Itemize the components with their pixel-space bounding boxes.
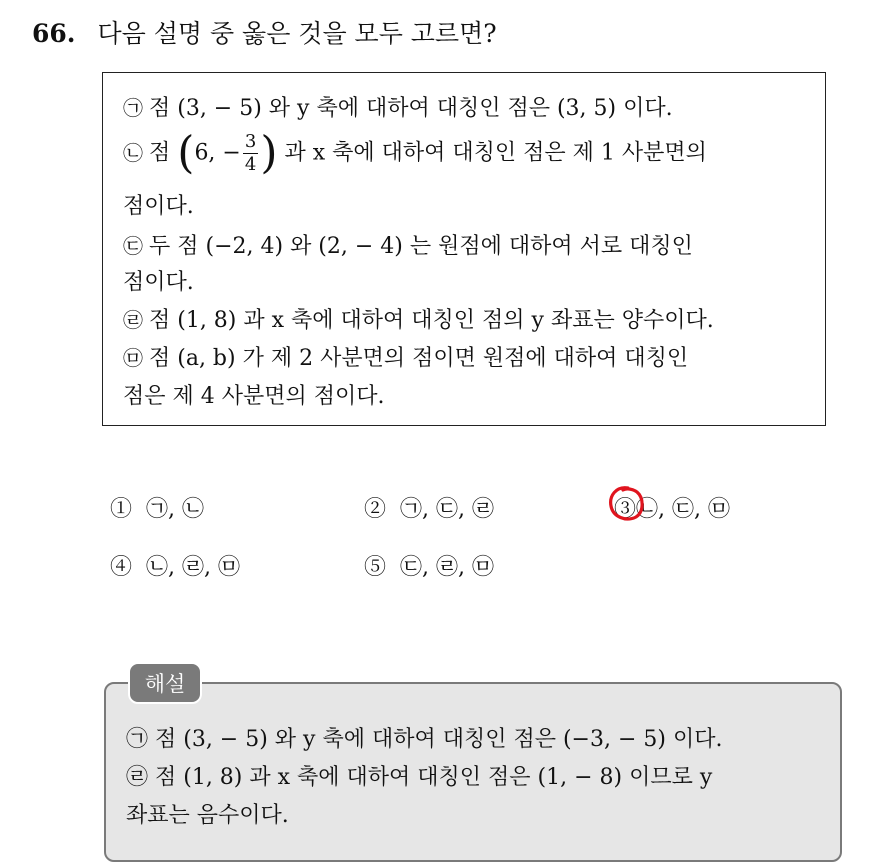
option-number: ⑤ bbox=[364, 555, 387, 580]
statements-box bbox=[102, 72, 826, 426]
statement-marker: ㉣ bbox=[123, 308, 143, 332]
option-text: ㉡, ㉢, ㉤ bbox=[636, 497, 730, 522]
statement-3-cont: 점이다. bbox=[123, 270, 194, 295]
statement-5 bbox=[123, 341, 688, 372]
option-1[interactable] bbox=[110, 492, 204, 523]
left-paren: ( bbox=[177, 127, 195, 179]
statement-text-pre: 점 bbox=[149, 140, 171, 166]
right-paren: ) bbox=[260, 127, 278, 179]
statement-text: 점 (a, b) 가 제 2 사분면의 점이면 원점에 대하여 대칭인 bbox=[149, 346, 689, 371]
option-5[interactable] bbox=[364, 550, 494, 581]
statement-marker: ㉤ bbox=[123, 346, 143, 370]
statement-marker: ㉠ bbox=[123, 96, 143, 120]
fraction-numerator: 3 bbox=[244, 131, 257, 152]
solution-line-1: ㉠ 점 (3, − 5) 와 y 축에 대하여 대칭인 점은 (−3, − 5) 이다. bbox=[126, 727, 723, 752]
statement-2-cont: 점이다. bbox=[123, 194, 194, 219]
statement-marker: ㉢ bbox=[123, 234, 143, 258]
option-text: ㉡, ㉣, ㉤ bbox=[146, 555, 240, 580]
option-4[interactable] bbox=[110, 550, 240, 581]
option-number: ① bbox=[110, 497, 133, 522]
solution-line-2: ㉣ 점 (1, 8) 과 x 축에 대하여 대칭인 점은 (1, − 8) 이므로 y bbox=[126, 765, 713, 790]
solution-box bbox=[104, 682, 842, 862]
option-text: ㉠, ㉡ bbox=[146, 497, 205, 522]
statement-text-post: 과 x 축에 대하여 대칭인 점은 제 1 사분면의 bbox=[284, 140, 707, 166]
statement-1 bbox=[123, 91, 673, 122]
statement-text: 점 (1, 8) 과 x 축에 대하여 대칭인 점의 y 좌표는 양수이다. bbox=[149, 308, 714, 333]
statement-5-cont: 점은 제 4 사분면의 점이다. bbox=[123, 384, 385, 409]
option-text: ㉠, ㉢, ㉣ bbox=[400, 497, 494, 522]
solution-tag: 해설 bbox=[128, 662, 202, 704]
statement-text: 점 (3, − 5) 와 y 축에 대하여 대칭인 점은 (3, 5) 이다. bbox=[149, 96, 673, 121]
statement-2 bbox=[123, 127, 707, 179]
statement-3 bbox=[123, 229, 693, 260]
question-header bbox=[32, 14, 497, 50]
question-number: 66. bbox=[32, 19, 76, 48]
option-number: ④ bbox=[110, 555, 133, 580]
fraction-denominator: 4 bbox=[244, 154, 257, 175]
statement-4 bbox=[123, 303, 714, 334]
statement-text: 두 점 (−2, 4) 와 (2, − 4) 는 원점에 대하여 서로 대칭인 bbox=[149, 234, 693, 259]
option-2[interactable] bbox=[364, 492, 494, 523]
option-number: ② bbox=[364, 497, 387, 522]
fraction-prefix: 6, − bbox=[194, 140, 241, 166]
answer-circle-mark bbox=[606, 484, 646, 524]
question-text: 다음 설명 중 옳은 것을 모두 고르면? bbox=[97, 19, 497, 48]
statement-marker: ㉡ bbox=[123, 140, 143, 165]
option-number: ③ bbox=[614, 497, 637, 522]
option-text: ㉢, ㉣, ㉤ bbox=[400, 555, 494, 580]
fraction bbox=[243, 131, 258, 176]
solution-line-3: 좌표는 음수이다. bbox=[126, 803, 289, 828]
